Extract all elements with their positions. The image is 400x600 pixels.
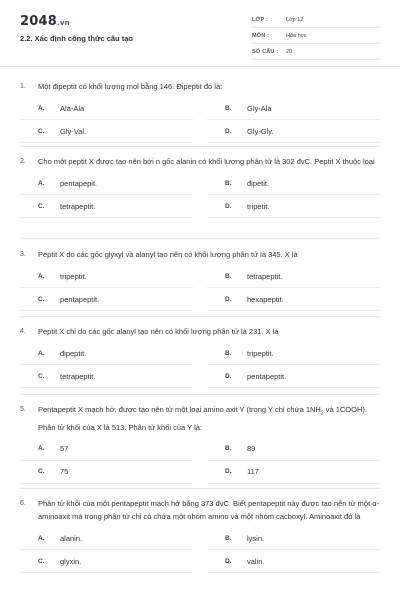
question-body: Peptit X do các gốc glyxyl và alanyl tạo nên có khối lượng phân tử là 345. X là [38, 250, 298, 259]
option-letter: A. [38, 104, 45, 112]
question-4 [20, 325, 380, 388]
option-text: tripetit. [247, 201, 270, 211]
option-letter: A. [38, 534, 45, 542]
option-text: pentapeptit. [247, 371, 287, 381]
option-c[interactable] [20, 550, 193, 573]
question-body: Cho một peptit X được tạo nên bởi n gốc alanin có khối lượng phân tử là 302 đvC. Peptit X thuộc loại [38, 157, 375, 166]
meta-info [252, 12, 380, 60]
question-number: 3. [20, 251, 26, 258]
option-text: pentapepit. [60, 178, 98, 188]
option-b[interactable] [207, 172, 380, 195]
question-body-part: Pentapeptit X mạch hở, được tạo nên từ một loại amino axit Y (trong Y chỉ chứa 1NH [38, 405, 321, 414]
option-letter: D. [225, 468, 232, 475]
option-text: hexapeptit. [247, 294, 284, 304]
option-text: alanin. [60, 533, 83, 543]
option-letter: D. [225, 295, 232, 303]
option-text: 57 [60, 444, 69, 453]
meta-row-grade [252, 12, 380, 28]
option-a[interactable] [20, 438, 193, 461]
logo-tld: .vn [56, 19, 70, 27]
worksheet-title: 2.2. Xác định công thức cấu tạo [20, 34, 133, 43]
option-c[interactable] [20, 195, 193, 218]
divider [20, 394, 380, 395]
options-grid [20, 265, 380, 311]
options-grid [20, 342, 380, 388]
question-text [20, 248, 380, 261]
option-letter: C. [38, 127, 45, 135]
option-letter: B. [225, 179, 232, 187]
question-number: 6. [20, 500, 26, 507]
option-c[interactable] [20, 288, 193, 311]
option-text: đipeptit. [60, 348, 87, 358]
subscript: 2 [320, 410, 324, 417]
option-letter: C. [38, 295, 45, 303]
option-a[interactable] [20, 527, 193, 550]
option-b[interactable] [207, 265, 380, 288]
question-number: 4. [20, 328, 26, 335]
option-b[interactable] [207, 342, 380, 365]
option-letter: A. [38, 445, 45, 452]
option-letter: D. [225, 372, 232, 380]
option-b[interactable] [207, 438, 380, 461]
meta-value: Hóa học [286, 32, 307, 39]
option-text: 89 [247, 444, 256, 453]
site-logo[interactable] [20, 14, 70, 29]
option-d[interactable] [207, 120, 380, 143]
options-grid [20, 97, 380, 143]
option-letter: D. [225, 557, 232, 565]
option-letter: C. [38, 202, 45, 210]
option-d[interactable] [207, 461, 380, 484]
option-text: 75 [60, 467, 69, 476]
question-number: 1. [20, 83, 26, 90]
meta-value: Lớp 12 [286, 16, 304, 23]
question-number: 5. [20, 406, 26, 413]
question-text [20, 497, 380, 523]
option-text: đipetit. [247, 178, 270, 188]
option-c[interactable] [20, 365, 193, 388]
option-letter: D. [225, 202, 232, 210]
question-3 [20, 248, 380, 311]
option-text: tripeptit. [247, 348, 274, 358]
option-text: Ala-Ala [60, 103, 85, 113]
question-text [20, 403, 380, 434]
option-d[interactable] [207, 365, 380, 388]
question-text [20, 80, 380, 93]
question-6 [20, 497, 380, 573]
option-letter: D. [225, 127, 232, 135]
option-a[interactable] [20, 342, 193, 365]
option-letter: B. [225, 445, 232, 452]
option-d[interactable] [207, 195, 380, 218]
question-2 [20, 155, 380, 218]
question-body: Một đipeptit có khối lượng mol bằng 146. Đipeptit đó là: [38, 82, 223, 91]
option-text: Gly-Gly. [247, 126, 274, 136]
meta-key: LỚP : [252, 16, 268, 23]
option-b[interactable] [207, 527, 380, 550]
option-letter: B. [225, 104, 232, 112]
question-text [20, 155, 380, 168]
option-a[interactable] [20, 97, 193, 120]
divider [20, 488, 380, 489]
question-text [20, 325, 380, 338]
options-grid [20, 527, 380, 573]
options-grid [20, 172, 380, 218]
options-grid [20, 438, 380, 484]
question-body: Peptit X chỉ do các gốc alanyl tạo nên có khối lượng phân tử là 231. X là [38, 327, 279, 336]
question-body: Phân tử khối của một pentapeptit mạch hở bằng 373 đvC. Biết pentapeptit này được tạo nên từ một α-aminoaxit mà trong phân tử chỉ có chứa một nhóm amino và một nhóm cacboxyl. Aminoaxit đó là [38, 499, 380, 521]
meta-row-subject [252, 28, 380, 44]
divider [20, 146, 380, 147]
option-text: Gly-Val. [60, 126, 87, 136]
worksheet-header [0, 0, 400, 67]
option-a[interactable] [20, 265, 193, 288]
option-c[interactable] [20, 120, 193, 143]
option-text: glyxin. [60, 556, 82, 566]
question-number: 2. [20, 158, 26, 165]
option-text: lysin. [247, 533, 265, 543]
option-d[interactable] [207, 550, 380, 573]
option-text: tetrapeptit. [247, 271, 283, 281]
option-letter: A. [38, 179, 45, 187]
option-d[interactable] [207, 288, 380, 311]
option-text: valin. [247, 556, 265, 566]
meta-value: 20 [286, 48, 293, 55]
option-letter: B. [225, 349, 232, 357]
meta-key: SỐ CÂU : [252, 48, 279, 55]
option-letter: B. [225, 272, 232, 280]
option-b[interactable] [207, 97, 380, 120]
divider [20, 238, 380, 239]
question-body [38, 405, 367, 432]
option-text: Gly-Ala [247, 103, 272, 113]
option-text: pentapeptit. [60, 294, 100, 304]
option-letter: A. [38, 272, 45, 280]
meta-key: MÔN : [252, 32, 270, 39]
question-1 [20, 80, 380, 143]
divider [20, 316, 380, 317]
option-text: tetrapeptit. [60, 371, 96, 381]
option-c[interactable] [20, 461, 193, 484]
question-body-part: và 1COOH). Phân tử khối của X là 513. Phân tử khối của Y là: [38, 405, 367, 432]
option-text: tripeptit. [60, 271, 87, 281]
option-text: 117 [247, 467, 259, 476]
option-letter: A. [38, 349, 45, 357]
option-letter: B. [225, 534, 232, 542]
option-letter: C. [38, 557, 45, 565]
meta-row-count [252, 44, 380, 60]
option-letter: C. [38, 468, 45, 475]
option-letter: C. [38, 372, 45, 380]
option-text: tetrapeptit. [60, 201, 96, 211]
option-a[interactable] [20, 172, 193, 195]
logo-text: 2048 [20, 14, 57, 29]
question-5 [20, 403, 380, 484]
